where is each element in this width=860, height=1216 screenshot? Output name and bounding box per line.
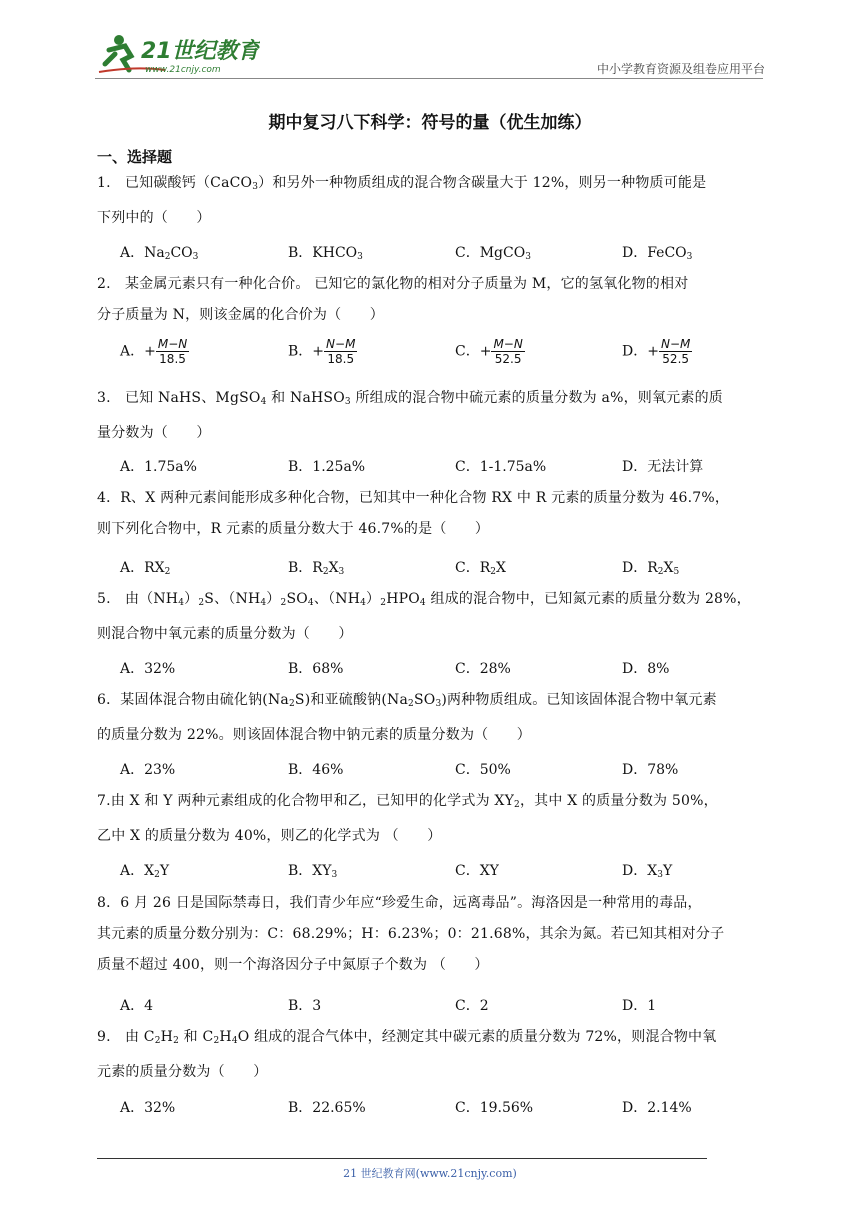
option-c: C．XY: [455, 863, 499, 879]
option-d: D．8%: [622, 661, 670, 677]
option-d: D．2.14%: [622, 1100, 692, 1116]
question-7: [97, 786, 765, 852]
question-line: 3. 已知 NaHS、MgSO$_4$ 和 NaHSO$_3$ 所组成的混合物中硫元素的质量分数为 a%，则氧元素的质: [97, 390, 723, 407]
option-c: C．MgCO$_3$: [455, 245, 531, 262]
fraction: $\frac{M-N}{18.5}$: [157, 337, 188, 366]
options-row: [120, 860, 760, 880]
option-d: D．78%: [622, 762, 679, 778]
option-b: B．1.25a%: [288, 459, 366, 475]
option-c: C．2: [455, 998, 489, 1014]
option-c: C．$R_2X$: [455, 560, 506, 577]
option-c: C．19.56%: [455, 1100, 534, 1116]
option-b: B．$XY_3$: [288, 863, 338, 880]
option-b: B．46%: [288, 762, 344, 778]
question-line: 则下列化合物中，R 元素的质量分数大于 46.7%的是（ ）: [97, 521, 490, 537]
question-line: 量分数为（ ）: [97, 425, 211, 441]
question-1: [97, 168, 765, 234]
option-d: D．$X_3Y$: [622, 863, 673, 880]
options-row: [120, 759, 760, 779]
option-b: B．68%: [288, 661, 344, 677]
question-line: 1. 已知碳酸钙（CaCO$_3$）和另外一种物质组成的混合物含碳量大于 12%，则另一种物质可能是: [97, 175, 707, 192]
option-a: A．$Na_2CO_3$: [120, 245, 199, 262]
question-line: 下列中的（ ）: [97, 210, 211, 226]
option-d: D．无法计算: [622, 459, 704, 475]
option-a: A．32%: [120, 1100, 176, 1116]
option-a: A．$X_2Y$: [120, 863, 170, 880]
question-4: [97, 483, 765, 545]
page-footer: 21 世纪教育网(www.21cnjy.com): [343, 1167, 517, 1180]
question-line: 8．6 月 26 日是国际禁毒日，我们青少年应“珍爱生命，远离毒品”。海洛因是一种常用的毒品，: [97, 895, 702, 911]
options-row: [120, 242, 760, 262]
question-9: [97, 1022, 765, 1088]
option-c: C．28%: [455, 661, 511, 677]
question-line: 6．某固体混合物由硫化钠$(Na_2S)$和亚硫酸钠$(Na_2SO_3)$两种物质组成。已知该固体混合物中氧元素: [97, 692, 717, 709]
question-line: 元素的质量分数为（ ）: [97, 1064, 268, 1080]
options-row: [120, 1097, 760, 1117]
options-row: [120, 456, 760, 476]
option-a: A．4: [120, 998, 154, 1014]
question-2: [97, 269, 765, 331]
options-row: [120, 658, 760, 678]
option-a: A．23%: [120, 762, 176, 778]
fraction: $\frac{N-M}{18.5}$: [326, 337, 356, 366]
option-d: D．1: [622, 998, 657, 1014]
platform-name: 中小学教育资源及组卷应用平台: [596, 62, 765, 76]
option-b: B．$R_2X_3$: [288, 560, 345, 577]
question-line: 则混合物中氧元素的质量分数为（ ）: [97, 626, 353, 642]
option-b: B．$KHCO_3$: [288, 245, 363, 262]
question-3: [97, 383, 765, 449]
question-6: [97, 685, 765, 751]
question-8: [97, 888, 765, 981]
option-d: D．FeCO$_3$: [622, 245, 693, 262]
page-header: [95, 30, 765, 82]
svg-text:21世纪教育: 21世纪教育: [141, 39, 260, 64]
option-a: A．1.75a%: [120, 459, 197, 475]
footer-divider: [97, 1158, 707, 1159]
question-line: 分子质量为 N，则该金属的化合价为（ ）: [97, 307, 384, 323]
option-b: B．22.65%: [288, 1100, 366, 1116]
question-5: [97, 584, 765, 650]
question-line: 9. 由 $C_2H_2$ 和 $C_2H_4O$ 组成的混合气体中，经测定其中碳元素的质量分数为 72%，则混合物中氧: [97, 1029, 717, 1046]
option-c: C．+ $\frac{M-N}{52.5}$: [455, 337, 523, 366]
options-row: [120, 995, 760, 1015]
options-row: [120, 337, 760, 366]
question-line: 乙中 X 的质量分数为 40%，则乙的化学式为 （ ）: [97, 828, 442, 844]
option-d: D．$R_2X_5$: [622, 560, 680, 577]
svg-text:www.21cnjy.com: www.21cnjy.com: [145, 65, 221, 75]
option-b: B．+ $\frac{N-M}{18.5}$: [288, 337, 356, 366]
fraction: $\frac{N-M}{52.5}$: [660, 337, 691, 366]
question-line: 2. 某金属元素只有一种化合价。 已知它的氯化物的相对分子质量为 M，它的氢氧化物的相对: [97, 276, 689, 292]
question-line: 其元素的质量分数分别为：C：68.29%；H：6.23%；0：21.68%，其余为氮。若已知其相对分子: [97, 926, 725, 942]
question-line: 质量不超过 400，则一个海洛因分子中氮原子个数为 （ ）: [97, 957, 489, 973]
page-title: 期中复习八下科学：符号的量（优生加练）: [268, 113, 592, 133]
question-line: 的质量分数为 22%。则该固体混合物中钠元素的质量分数为（ ）: [97, 727, 531, 743]
option-c: C．1-1.75a%: [455, 459, 547, 475]
options-row: [120, 557, 760, 577]
logo-21cnjy: [95, 30, 260, 78]
option-a: A．$RX_2$: [120, 560, 171, 577]
question-line: 5. 由$(NH_4)_2S$、$(NH_4)_2SO_4$、$(NH_4)_2HPO_4$ 组成的混合物中，已知氮元素的质量分数为 28%，: [97, 591, 751, 608]
question-line: 4．R、X 两种元素间能形成多种化合物，已知其中一种化合物 RX 中 R 元素的质量分数为 46.7%，: [97, 490, 730, 506]
option-c: C．50%: [455, 762, 511, 778]
header-divider: [95, 78, 763, 79]
section-heading: 一、选择题: [97, 148, 173, 166]
question-line: 7.由 X 和 Y 两种元素组成的化合物甲和乙，已知甲的化学式为 $XY_2$，其中 X 的质量分数为 50%，: [97, 793, 718, 810]
option-a: A．+ $\frac{M-N}{18.5}$: [120, 337, 188, 366]
option-d: D．+ $\frac{N-M}{52.5}$: [622, 337, 691, 366]
option-b: B．3: [288, 998, 322, 1014]
option-a: A．32%: [120, 661, 176, 677]
fraction: $\frac{M-N}{52.5}$: [493, 337, 523, 366]
